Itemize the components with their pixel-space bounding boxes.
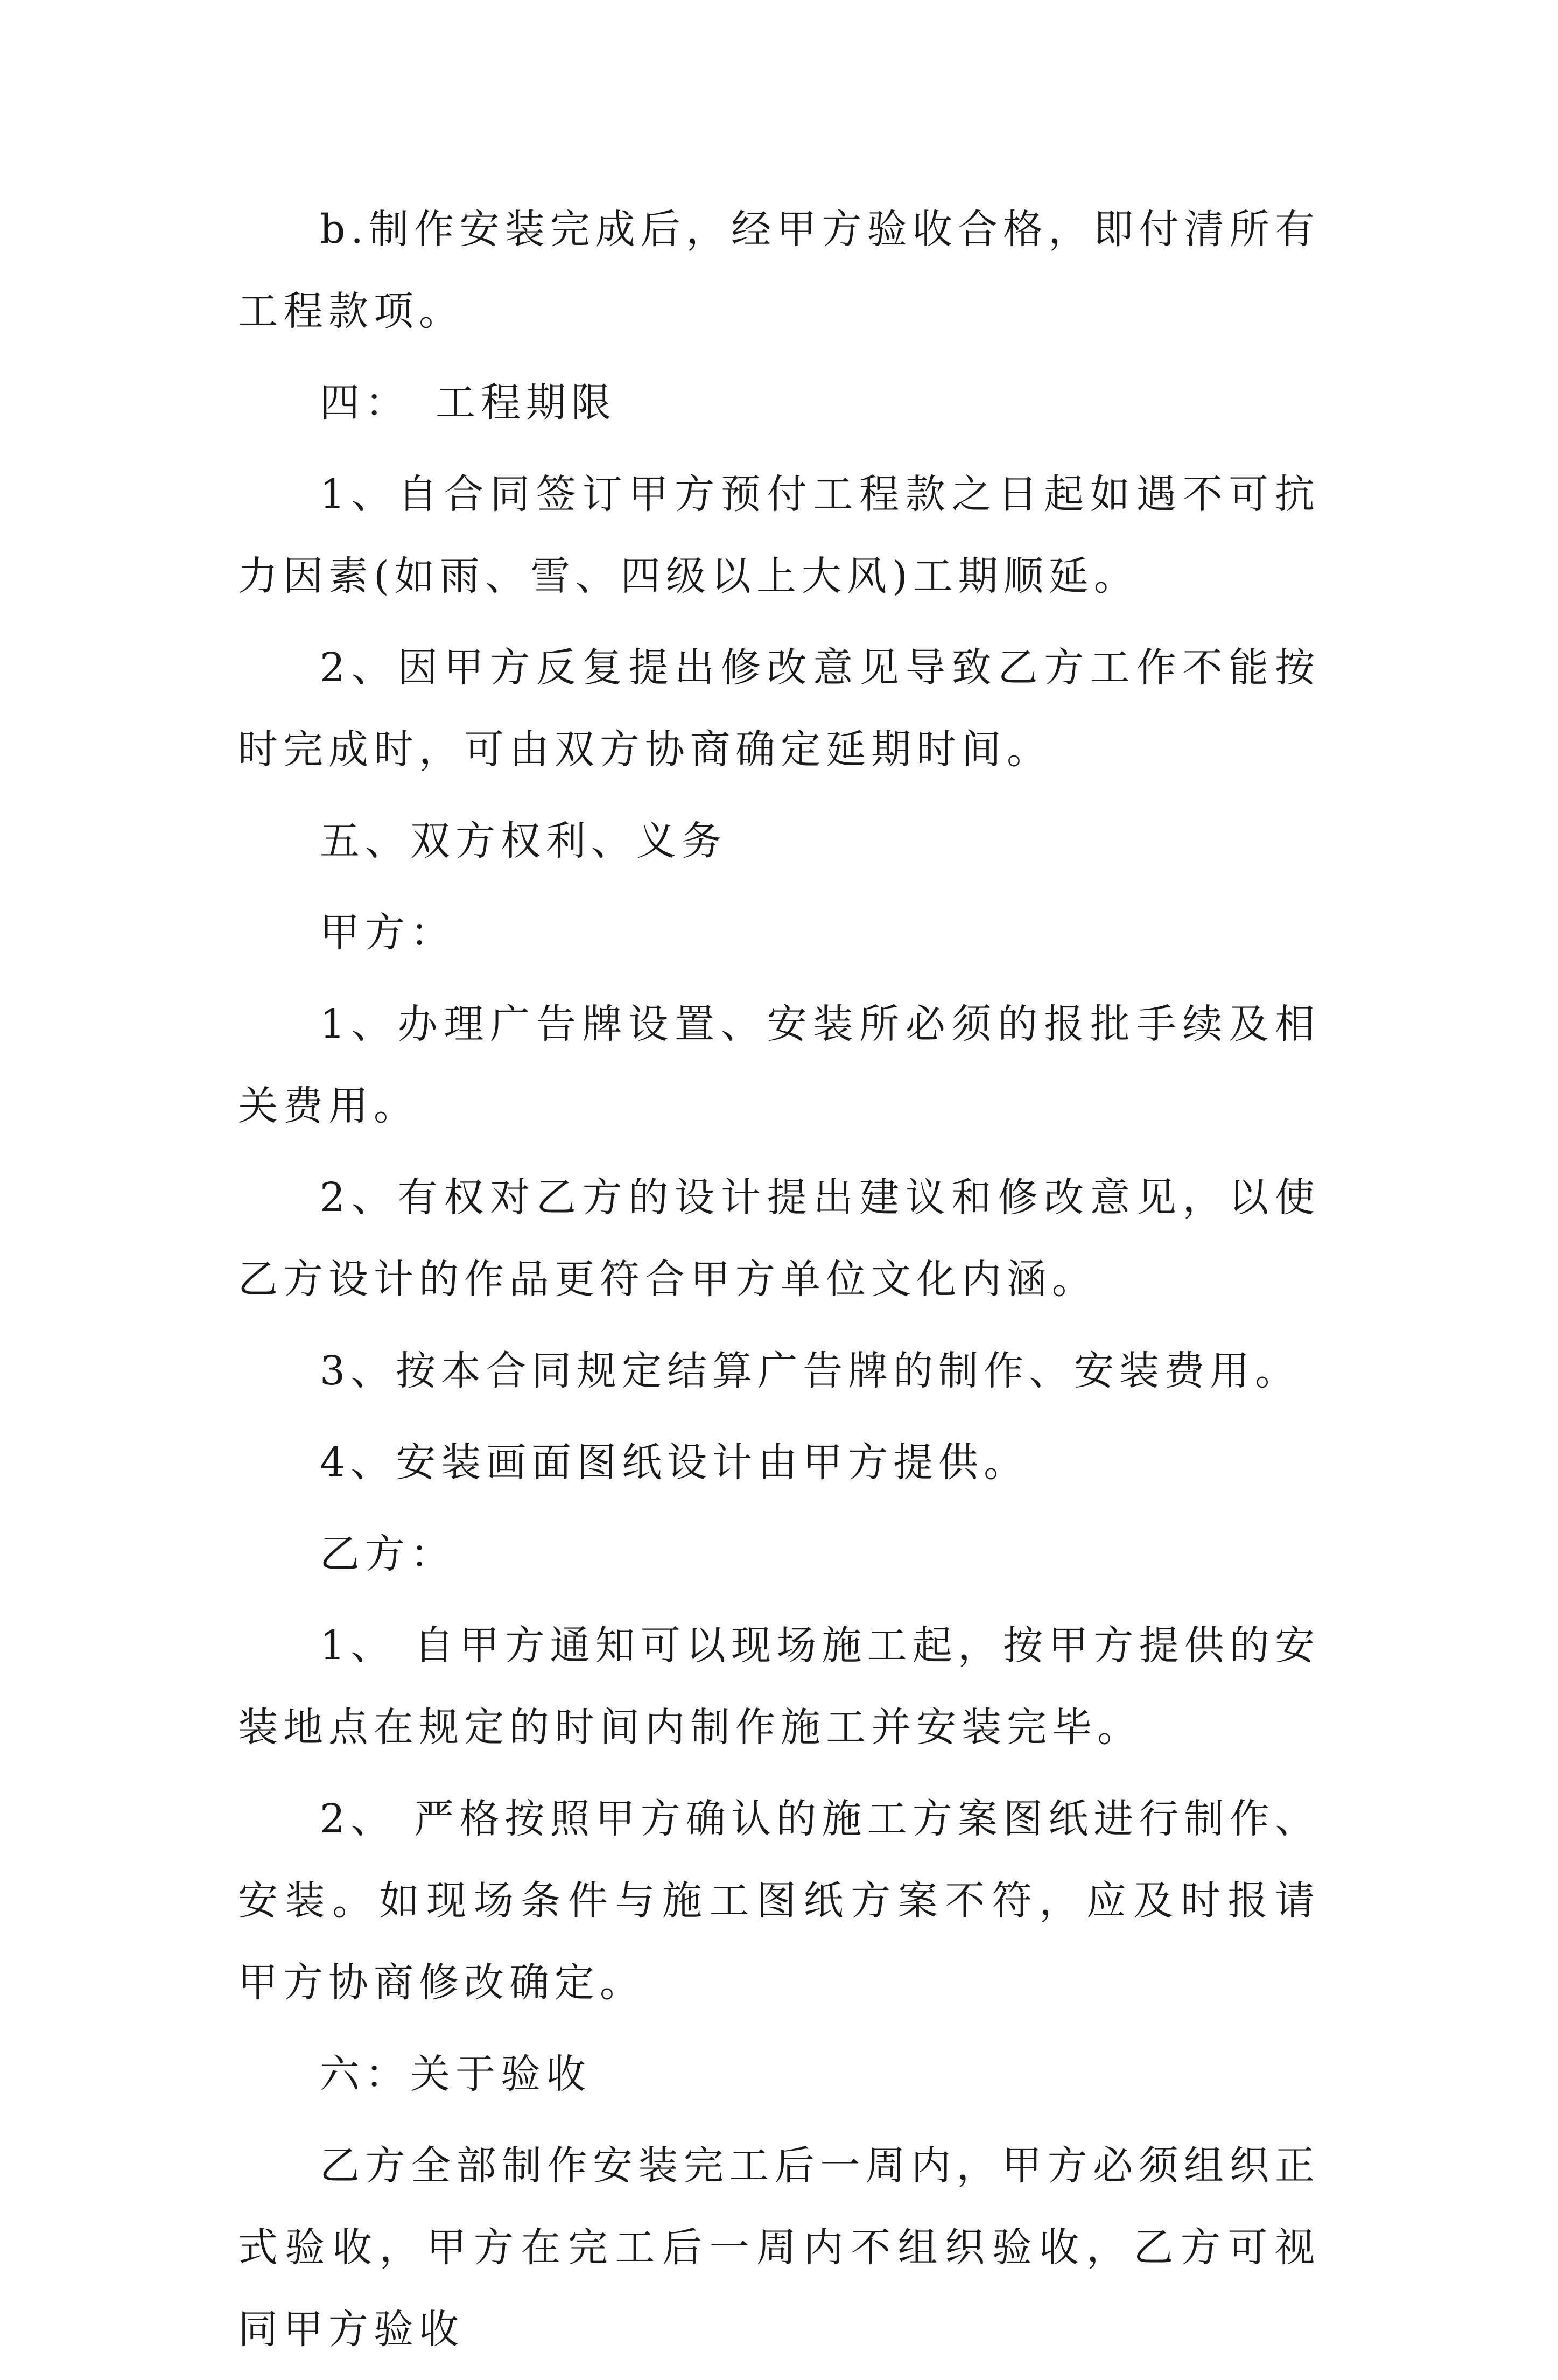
paragraph-payment-b: b.制作安装完成后，经甲方验收合格，即付清所有工程款项。	[238, 206, 1320, 334]
paragraph-acceptance: 乙方全部制作安装完工后一周内，甲方必须组织正式验收，甲方在完工后一周内不组织验收，乙方可视同甲方验收	[238, 2143, 1320, 2353]
party-a-heading: 甲方：	[320, 909, 455, 956]
document-body	[238, 188, 1320, 2380]
party-b-item-1: 1、 自甲方通知可以现场施工起，按甲方提供的安装地点在规定的时间内制作施工并安装完毕。	[238, 1622, 1320, 1751]
party-a-item-2: 2、有权对乙方的设计提出建议和修改意见，以使乙方设计的作品更符合甲方单位文化内涵。	[238, 1174, 1320, 1303]
party-b-heading: 乙方：	[320, 1531, 455, 1577]
section-heading-rights: 五、双方权利、义务	[320, 818, 727, 864]
section-heading-duration: 四： 工程期限	[320, 380, 616, 426]
party-b-item-2: 2、 严格按照甲方确认的施工方案图纸进行制作、安装。如现场条件与施工图纸方案不符，应及时报请甲方协商修改确定。	[238, 1796, 1320, 2006]
party-a-item-1: 1、办理广告牌设置、安装所必须的报批手续及相关费用。	[238, 1001, 1320, 1129]
party-a-item-4: 4、安装画面图纸设计由甲方提供。	[320, 1439, 1029, 1486]
paragraph-duration-2: 2、因甲方反复提出修改意见导致乙方工作不能按时完成时，可由双方协商确定延期时间。	[238, 645, 1320, 773]
party-a-item-3: 3、按本合同规定结算广告牌的制作、安装费用。	[320, 1348, 1301, 1394]
paragraph-duration-1: 1、自合同签订甲方预付工程款之日起如遇不可抗力因素(如雨、雪、四级以上大风)工期顺延。	[238, 471, 1320, 599]
section-heading-acceptance: 六：关于验收	[320, 2051, 591, 2097]
